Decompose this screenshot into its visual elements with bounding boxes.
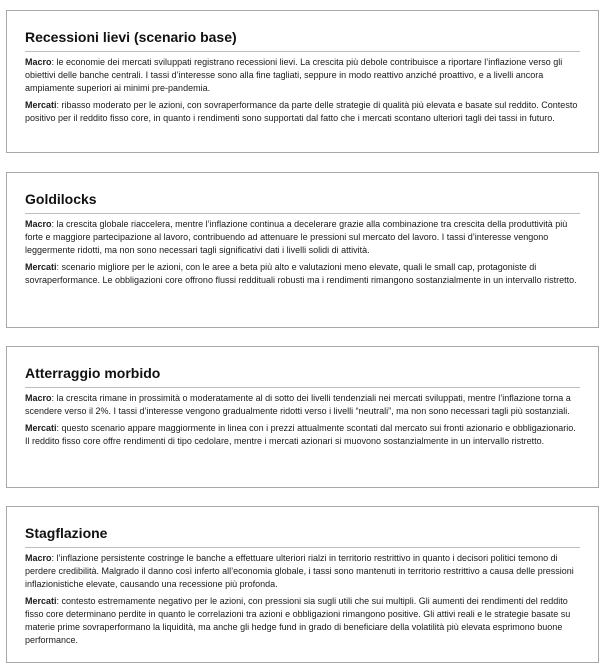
markets-paragraph	[25, 422, 580, 448]
scenario-card-stagflazione	[6, 506, 599, 663]
macro-label: Macro	[25, 393, 52, 403]
macro-text: : l’inflazione persistente costringe le banche a effettuare ulteriori rialzi in territorio restrittivo in quanto i decisori politici temono di perdere credibilità. Malgrado il danno così inferto all’economia globale, i tassi sono mantenuti in territorio restrittivo a causa delle pressioni inflazionistiche elevate, causando una recessione più profonda.	[25, 553, 574, 589]
scenario-title: Atterraggio morbido	[25, 347, 580, 388]
markets-paragraph	[25, 261, 580, 287]
macro-paragraph	[25, 218, 580, 257]
markets-text: : contesto estremamente negativo per le azioni, con pressioni sia sugli utili che sui multipli. Gli aumenti dei rendimenti del reddito fisso core determinano perdite in quanto le correlazioni tra azioni e obbligazioni rimangono positive. Gli attivi reali e le strategie basate su materie prime sovraperformano la liquidità, ma anche gli hedge fund in grado di beneficiare della volatilità più elevata esprimono buone performance.	[25, 596, 571, 645]
macro-paragraph	[25, 552, 580, 591]
macro-label: Macro	[25, 57, 52, 67]
macro-paragraph	[25, 392, 580, 418]
macro-label: Macro	[25, 219, 52, 229]
markets-text: : questo scenario appare maggiormente in linea con i prezzi attualmente scontati dal mercato sui fronti azionario e obbligazionario. Il reddito fisso core offre rendimenti di tipo cedolare, mentre i mercati azionari si muovono sostanzialmente in un intervallo ristretto.	[25, 423, 576, 446]
markets-text: : ribasso moderato per le azioni, con sovraperformance da parte delle strategie di qualità più elevata e basate sul reddito. Contesto positivo per il reddito fisso core, in quanto i rendimenti sono supportati dal fatto che i mercati scontano ulteriori tagli dei tassi in futuro.	[25, 100, 578, 123]
markets-paragraph	[25, 99, 580, 125]
scenario-title: Recessioni lievi (scenario base)	[25, 11, 580, 52]
macro-text: : la crescita rimane in prossimità o moderatamente al di sotto dei livelli tendenziali nei mercati sviluppati, mentre l’inflazione torna a scendere verso il 2%. I tassi d’interesse vengono gradualmente ridotti verso i livelli “neutrali”, ma non sono necessari tagli più sostanziali.	[25, 393, 571, 416]
markets-paragraph	[25, 595, 580, 647]
scenario-card-goldilocks	[6, 172, 599, 328]
scenario-title: Goldilocks	[25, 173, 580, 214]
markets-label: Mercati	[25, 100, 57, 110]
markets-label: Mercati	[25, 262, 57, 272]
scenario-card-atterraggio-morbido	[6, 346, 599, 488]
macro-label: Macro	[25, 553, 52, 563]
macro-text: : la crescita globale riaccelera, mentre l’inflazione continua a decelerare grazie alla combinazione tra crescita della produttività più forte e maggiore partecipazione al lavoro, contribuendo ad attenuare le pressioni sul mercato del lavoro. I tassi d’interesse vengono leggermente ridotti, ma non sono necessari tagli significativi dati i livelli solidi di attività.	[25, 219, 568, 255]
markets-label: Mercati	[25, 596, 57, 606]
markets-text: : scenario migliore per le azioni, con le aree a beta più alto e valutazioni meno elevate, quali le small cap, protagoniste di sovraperformance. Le obbligazioni core offrono flussi reddituali robusti ma i rendimenti rimangono sostanzialmente in un intervallo ristretto.	[25, 262, 577, 285]
scenario-card-recessioni-lievi	[6, 10, 599, 153]
macro-text: : le economie dei mercati sviluppati registrano recessioni lievi. La crescita più debole contribuisce a riportare l’inflazione verso gli obiettivi delle banche centrali. I tassi d’interesse sono alla fine tagliati, seppure in modo reattivo anziché proattivo, e a livelli ancora ampiamente superiori ai minimi pre-pandemia.	[25, 57, 563, 93]
scenario-title: Stagflazione	[25, 507, 580, 548]
macro-paragraph	[25, 56, 580, 95]
markets-label: Mercati	[25, 423, 57, 433]
